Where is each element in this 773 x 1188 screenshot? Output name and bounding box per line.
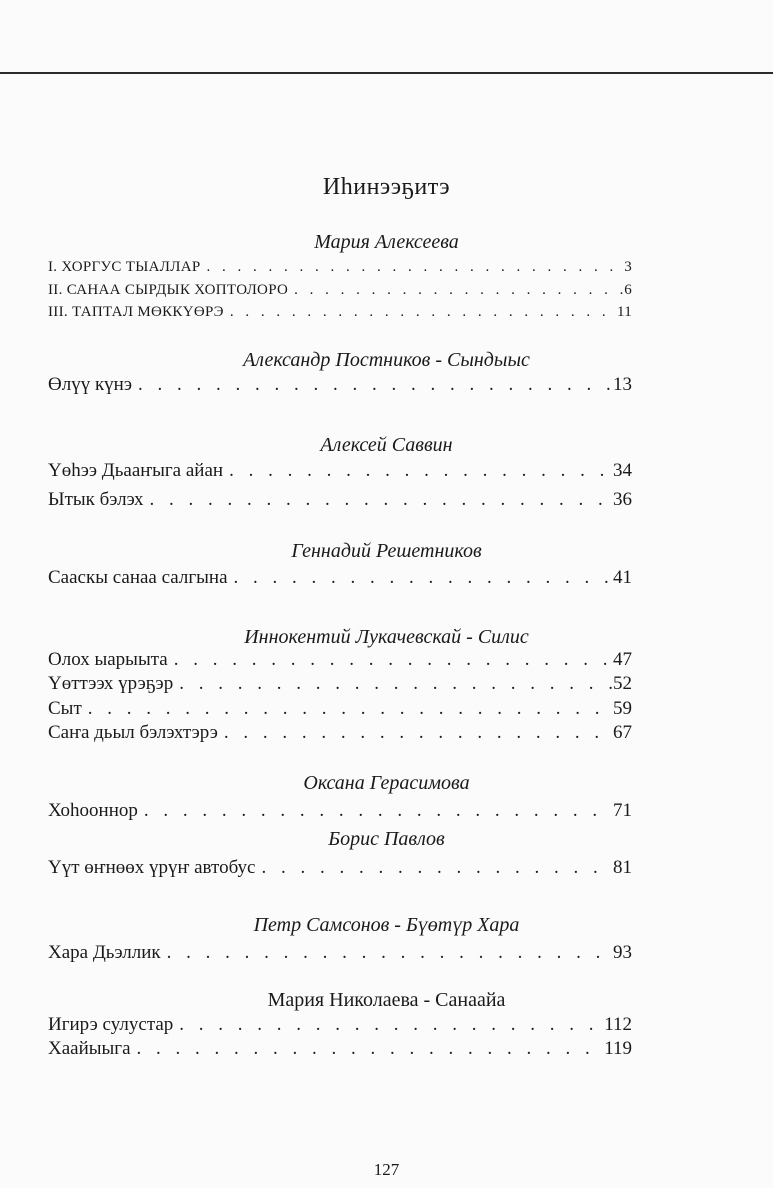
top-rule: [0, 72, 773, 74]
dot-leader: [144, 488, 614, 512]
toc-entry: [48, 672, 632, 696]
entry-page: 6: [624, 282, 632, 298]
entry-page: 67: [613, 722, 632, 743]
entry-page: 93: [613, 942, 632, 963]
dot-leader: [161, 941, 613, 965]
entry-title: Ытык бэлэх: [48, 489, 144, 510]
entry-title: Үөттээх үрэҕэр: [48, 673, 174, 694]
toc-entry: [48, 941, 632, 965]
entry-title: Үүт өҥнөөх үрүҥ автобус: [48, 857, 256, 878]
entry-title: Үөһээ Дьааҥыга айан: [48, 460, 224, 481]
entry-page: 11: [616, 304, 632, 320]
entry-title: Олох ыарыыта: [48, 649, 168, 670]
author-heading: Борис Павлов: [328, 828, 445, 850]
dot-leader: [168, 648, 613, 672]
toc-entry: [48, 459, 632, 483]
dot-leader: [228, 566, 613, 590]
entry-title: Хоһооннор: [48, 800, 138, 821]
entry-page: 34: [613, 460, 632, 481]
entry-page: 112: [604, 1014, 632, 1035]
author-heading: Александр Постников - Сындыыс: [243, 349, 530, 371]
entry-page: 3: [624, 259, 632, 275]
toc-entry: [48, 280, 632, 300]
toc-entry: [48, 721, 632, 745]
toc-heading: Иһинээҕитэ: [322, 174, 451, 200]
page-number: 127: [373, 1160, 400, 1179]
author-heading: Мария Николаева - Санаайа: [267, 989, 506, 1011]
toc-entry: [48, 257, 632, 277]
author-heading: Мария Алексеева: [314, 231, 459, 253]
entry-title: Хара Дьэллик: [48, 942, 161, 963]
dot-leader: [288, 280, 624, 300]
dot-leader: [223, 459, 613, 483]
toc-entry: [48, 648, 632, 672]
author-heading: Иннокентий Лукачевскай - Силис: [244, 626, 529, 648]
toc-entry: [48, 302, 632, 322]
dot-leader: [173, 1013, 604, 1037]
entry-page: 59: [613, 698, 632, 719]
dot-leader: [218, 721, 613, 745]
toc-entry: [48, 856, 632, 880]
entry-title: II. САНАА СЫРДЫК ХОПТОЛОРО: [48, 282, 289, 298]
entry-page: 71: [613, 800, 632, 821]
author-heading: Оксана Герасимова: [303, 772, 470, 794]
entry-page: 41: [613, 567, 632, 588]
entry-page: 13: [613, 374, 632, 395]
entry-title: Игирэ сулустар: [48, 1014, 174, 1035]
entry-title: Хаайыыга: [48, 1038, 131, 1059]
entry-title: III. ТАПТАЛ МӨККҮӨРЭ: [48, 304, 224, 320]
author-heading: Алексей Саввин: [320, 434, 453, 456]
entry-title: I. ХОРГУС ТЫАЛЛАР: [48, 259, 201, 275]
entry-title: Саҥа дьыл бэлэхтэрэ: [48, 722, 218, 743]
toc-entry: [48, 566, 632, 590]
toc-entry: [48, 1013, 632, 1037]
toc-entry: [48, 799, 632, 823]
toc-entry: [48, 1037, 632, 1061]
entry-title: Өлүү күнэ: [48, 374, 133, 395]
dot-leader: [173, 672, 613, 696]
dot-leader: [201, 257, 625, 277]
entry-page: 52: [613, 673, 632, 694]
toc-entry: [48, 373, 632, 397]
dot-leader: [131, 1037, 605, 1061]
author-heading: Петр Самсонов - Бүөтүр Хара: [253, 914, 520, 936]
toc-entry: [48, 697, 632, 721]
entry-page: 36: [613, 489, 632, 510]
author-heading: Геннадий Решетников: [291, 540, 482, 562]
entry-title: Сааскы санаа салгына: [48, 567, 228, 588]
dot-leader: [138, 799, 613, 823]
dot-leader: [255, 856, 613, 880]
dot-leader: [224, 302, 617, 322]
entry-title: Сыт: [48, 698, 82, 719]
entry-page: 81: [613, 857, 632, 878]
entry-page: 47: [613, 649, 632, 670]
dot-leader: [82, 697, 613, 721]
dot-leader: [132, 373, 613, 397]
toc-entry: [48, 488, 632, 512]
entry-page: 119: [604, 1038, 632, 1059]
